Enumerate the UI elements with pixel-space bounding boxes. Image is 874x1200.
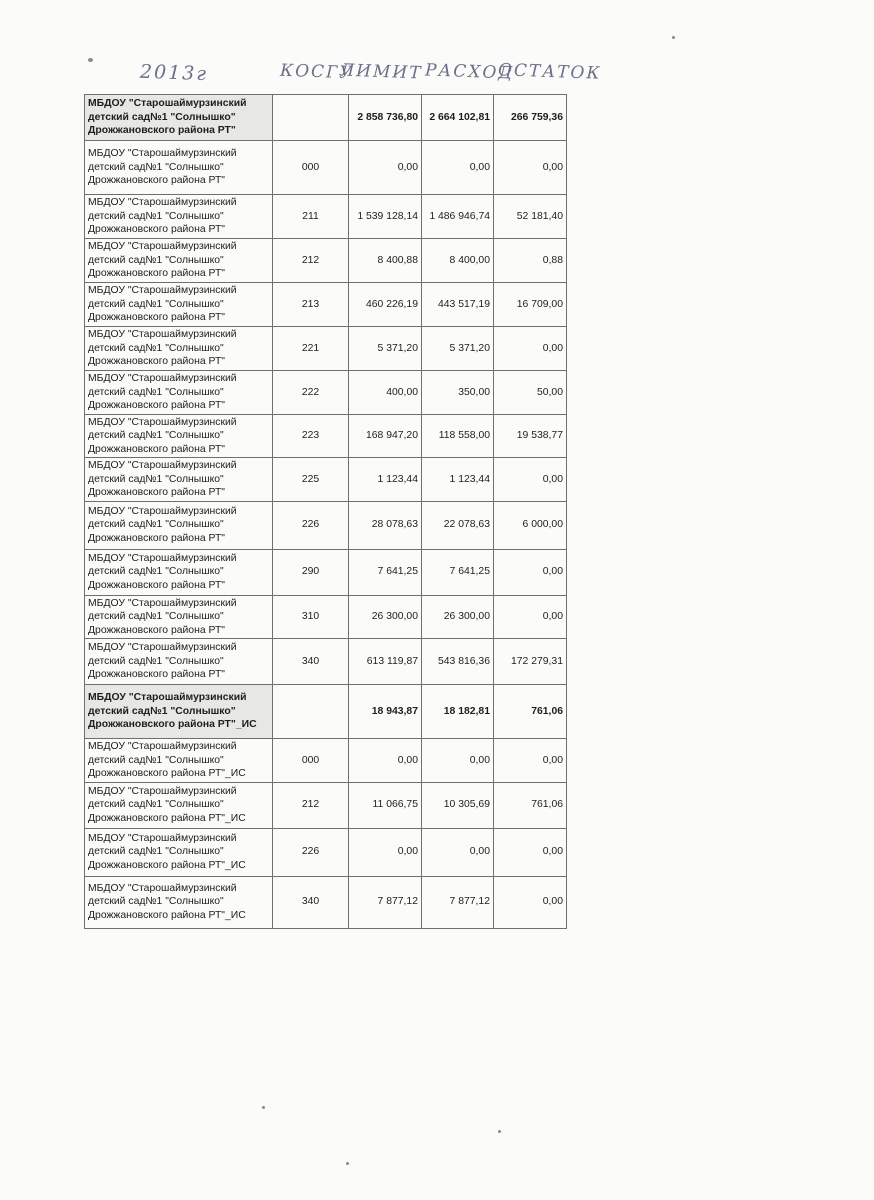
table-row: [85, 782, 567, 828]
rashod-cell: 443 517,19: [422, 283, 494, 327]
scan-speck: [672, 36, 675, 39]
kosgu-code-cell: 000: [273, 739, 349, 783]
rashod-cell: 543 816,36: [422, 639, 494, 685]
ostatok-cell: 761,06: [494, 685, 567, 739]
limit-cell: 0,00: [349, 828, 422, 876]
limit-cell: 28 078,63: [349, 501, 422, 549]
institution-name-cell: МБДОУ "Старошаймурзинский детский сад№1 "Солнышко" Дрожжановского района РТ": [85, 239, 273, 283]
rashod-cell: 10 305,69: [422, 782, 494, 828]
limit-cell: 1 539 128,14: [349, 195, 422, 239]
limit-cell: 400,00: [349, 371, 422, 415]
kosgu-code-cell: 340: [273, 876, 349, 928]
ostatok-cell: 16 709,00: [494, 283, 567, 327]
ostatok-cell: 52 181,40: [494, 195, 567, 239]
limit-cell: 8 400,88: [349, 239, 422, 283]
limit-cell: 7 641,25: [349, 549, 422, 595]
ostatok-cell: 0,00: [494, 876, 567, 928]
ostatok-cell: 0,00: [494, 739, 567, 783]
table-row: [85, 501, 567, 549]
budget-table-body: [85, 95, 567, 929]
ostatok-cell: 6 000,00: [494, 501, 567, 549]
ostatok-cell: 19 538,77: [494, 414, 567, 458]
kosgu-code-cell: 221: [273, 327, 349, 371]
table-row: [85, 195, 567, 239]
scan-speck: [346, 1162, 349, 1165]
kosgu-code-cell: 223: [273, 414, 349, 458]
kosgu-code-cell: 212: [273, 239, 349, 283]
institution-name-cell: МБДОУ "Старошаймурзинский детский сад№1 "Солнышко" Дрожжановского района РТ"_ИС: [85, 828, 273, 876]
institution-name-cell: МБДОУ "Старошаймурзинский детский сад№1 "Солнышко" Дрожжановского района РТ"_ИС: [85, 876, 273, 928]
limit-cell: 1 123,44: [349, 458, 422, 502]
institution-name-cell: МБДОУ "Старошаймурзинский детский сад№1 "Солнышко" Дрожжановского района РТ": [85, 371, 273, 415]
kosgu-code-cell: 310: [273, 595, 349, 639]
table-row: [85, 371, 567, 415]
kosgu-code-cell: 225: [273, 458, 349, 502]
rashod-cell: 8 400,00: [422, 239, 494, 283]
ostatok-cell: 50,00: [494, 371, 567, 415]
limit-cell: 460 226,19: [349, 283, 422, 327]
limit-cell: 11 066,75: [349, 782, 422, 828]
kosgu-code-cell: [273, 95, 349, 141]
ostatok-cell: 0,88: [494, 239, 567, 283]
table-row: [85, 739, 567, 783]
limit-cell: 613 119,87: [349, 639, 422, 685]
institution-name-cell: МБДОУ "Старошаймурзинский детский сад№1 "Солнышко" Дрожжановского района РТ": [85, 327, 273, 371]
institution-name-cell: МБДОУ "Старошаймурзинский детский сад№1 "Солнышко" Дрожжановского района РТ"_ИС: [85, 782, 273, 828]
kosgu-code-cell: 226: [273, 501, 349, 549]
institution-name-cell: МБДОУ "Старошаймурзинский детский сад№1 "Солнышко" Дрожжановского района РТ"_ИС: [85, 739, 273, 783]
table-row: [85, 327, 567, 371]
group-row: [85, 95, 567, 141]
table-row: [85, 458, 567, 502]
ostatok-cell: 172 279,31: [494, 639, 567, 685]
kosgu-code-cell: 340: [273, 639, 349, 685]
rashod-cell: 18 182,81: [422, 685, 494, 739]
ostatok-cell: 0,00: [494, 458, 567, 502]
handwritten-kosgu-header: КОСГУ: [279, 60, 354, 84]
institution-name-cell: МБДОУ "Старошаймурзинский детский сад№1 "Солнышко" Дрожжановского района РТ": [85, 141, 273, 195]
rashod-cell: 118 558,00: [422, 414, 494, 458]
ostatok-cell: 266 759,36: [494, 95, 567, 141]
group-row: [85, 685, 567, 739]
institution-name-cell: МБДОУ "Старошаймурзинский детский сад№1 "Солнышко" Дрожжановского района РТ": [85, 458, 273, 502]
rashod-cell: 26 300,00: [422, 595, 494, 639]
kosgu-code-cell: 213: [273, 283, 349, 327]
kosgu-code-cell: 212: [273, 782, 349, 828]
limit-cell: 7 877,12: [349, 876, 422, 928]
ostatok-cell: 0,00: [494, 828, 567, 876]
institution-name-cell: МБДОУ "Старошаймурзинский детский сад№1 "Солнышко" Дрожжановского района РТ": [85, 195, 273, 239]
institution-name-cell: МБДОУ "Старошаймурзинский детский сад№1 "Солнышко" Дрожжановского района РТ": [85, 639, 273, 685]
rashod-cell: 5 371,20: [422, 327, 494, 371]
limit-cell: 168 947,20: [349, 414, 422, 458]
institution-name-cell: МБДОУ "Старошаймурзинский детский сад№1 "Солнышко" Дрожжановского района РТ"_ИС: [85, 685, 273, 739]
handwritten-limit-header: ЛИМИТ: [339, 60, 423, 84]
institution-name-cell: МБДОУ "Старошаймурзинский детский сад№1 "Солнышко" Дрожжановского района РТ": [85, 501, 273, 549]
table-row: [85, 639, 567, 685]
rashod-cell: 0,00: [422, 739, 494, 783]
rashod-cell: 2 664 102,81: [422, 95, 494, 141]
institution-name-cell: МБДОУ "Старошаймурзинский детский сад№1 "Солнышко" Дрожжановского района РТ": [85, 549, 273, 595]
handwritten-rashod-header: РАСХОД: [424, 60, 515, 84]
kosgu-code-cell: 290: [273, 549, 349, 595]
table-row: [85, 414, 567, 458]
budget-table: [84, 94, 567, 929]
institution-name-cell: МБДОУ "Старошаймурзинский детский сад№1 "Солнышко" Дрожжановского района РТ": [85, 595, 273, 639]
rashod-cell: 22 078,63: [422, 501, 494, 549]
scan-speck: [498, 1130, 501, 1133]
table-row: [85, 239, 567, 283]
institution-name-cell: МБДОУ "Старошаймурзинский детский сад№1 "Солнышко" Дрожжановского района РТ": [85, 414, 273, 458]
kosgu-code-cell: 222: [273, 371, 349, 415]
rashod-cell: 1 486 946,74: [422, 195, 494, 239]
table-row: [85, 828, 567, 876]
limit-cell: 18 943,87: [349, 685, 422, 739]
limit-cell: 5 371,20: [349, 327, 422, 371]
table-row: [85, 595, 567, 639]
kosgu-code-cell: 211: [273, 195, 349, 239]
ostatok-cell: 0,00: [494, 141, 567, 195]
kosgu-code-cell: 000: [273, 141, 349, 195]
kosgu-code-cell: [273, 685, 349, 739]
limit-cell: 0,00: [349, 739, 422, 783]
rashod-cell: 7 877,12: [422, 876, 494, 928]
scan-speck: [262, 1106, 265, 1109]
handwritten-ostatok-header: ОСТАТОК: [497, 60, 602, 84]
handwritten-year: 2013г: [139, 60, 209, 86]
table-row: [85, 141, 567, 195]
institution-name-cell: МБДОУ "Старошаймурзинский детский сад№1 "Солнышко" Дрожжановского района РТ": [85, 283, 273, 327]
rashod-cell: 0,00: [422, 828, 494, 876]
kosgu-code-cell: 226: [273, 828, 349, 876]
ostatok-cell: 0,00: [494, 327, 567, 371]
ostatok-cell: 761,06: [494, 782, 567, 828]
institution-name-cell: МБДОУ "Старошаймурзинский детский сад№1 "Солнышко" Дрожжановского района РТ": [85, 95, 273, 141]
ostatok-cell: 0,00: [494, 549, 567, 595]
table-row: [85, 283, 567, 327]
table-row: [85, 549, 567, 595]
rashod-cell: 350,00: [422, 371, 494, 415]
limit-cell: 2 858 736,80: [349, 95, 422, 141]
limit-cell: 26 300,00: [349, 595, 422, 639]
rashod-cell: 7 641,25: [422, 549, 494, 595]
limit-cell: 0,00: [349, 141, 422, 195]
rashod-cell: 0,00: [422, 141, 494, 195]
rashod-cell: 1 123,44: [422, 458, 494, 502]
table-row: [85, 876, 567, 928]
ostatok-cell: 0,00: [494, 595, 567, 639]
scan-speck: [88, 58, 93, 62]
